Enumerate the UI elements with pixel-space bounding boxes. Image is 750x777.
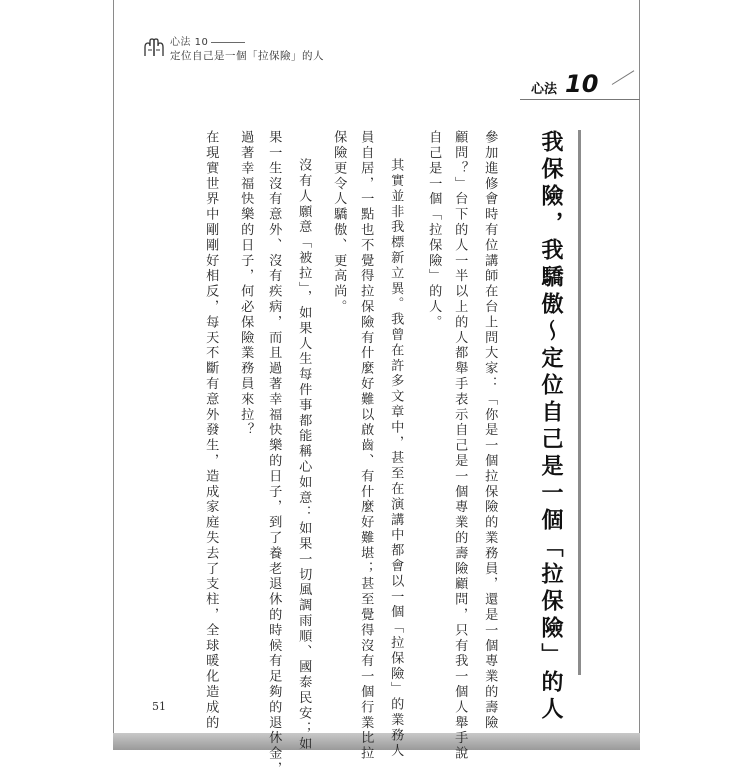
chapter-tag-label: 心法 [531,82,558,97]
page-edge-shadow [113,733,640,750]
body-line: 在現實世界中剛剛好相反，每天不斷有意外發生，造成家庭失去了支柱，全球暖化造成的 [203,130,219,731]
chapter-tag-rule [520,99,640,100]
body-line: 沒有人願意「被拉」，如果人生每件事都能稱心如意：如果一切風調雨順、國泰民安；如 [296,158,312,752]
page-number: 51 [152,700,166,713]
body-line: 自己是一個「拉保險」的人。 [426,130,442,331]
body-line: 保險更令人驕傲、更高尚。 [331,130,347,315]
body-line: 員自居，一點也不覺得拉保險有什麼好難以啟齒、有什麼好難堪；甚至覺得沒有一個行業比拉 [358,130,374,762]
body-line: 其實並非我標新立異。我曾在許多文章中，甚至在演講中都會以一個「拉保險」的業務人 [388,158,404,759]
body-line: 參加進修會時有位講師在台上問大家：「你是一個拉保險的業務員，還是一個專業的壽險 [482,130,498,731]
running-header-chapter: 心法 10 [170,33,245,48]
running-header-subtitle: 定位自己是一個「拉保險」的人 [170,50,324,62]
title-side-bar [578,130,581,675]
chapter-tag-number: 10 [565,70,599,98]
open-hands-icon [143,38,165,58]
body-line: 過著幸福快樂的日子，何必保險業務員來拉？ [238,130,254,438]
body-line: 顧問？」台下的人一半以上的人都舉手表示自己是一個專業的壽險顧問，只有我一個人舉手說 [452,130,468,762]
chapter-title: 我保險，我驕傲～定位自己是一個「拉保險」的人 [538,130,563,724]
body-line: 果一生沒有意外、沒有疾病，而且過著幸福快樂的日子，到了養老退休的時候有足夠的退休金， [266,130,282,777]
